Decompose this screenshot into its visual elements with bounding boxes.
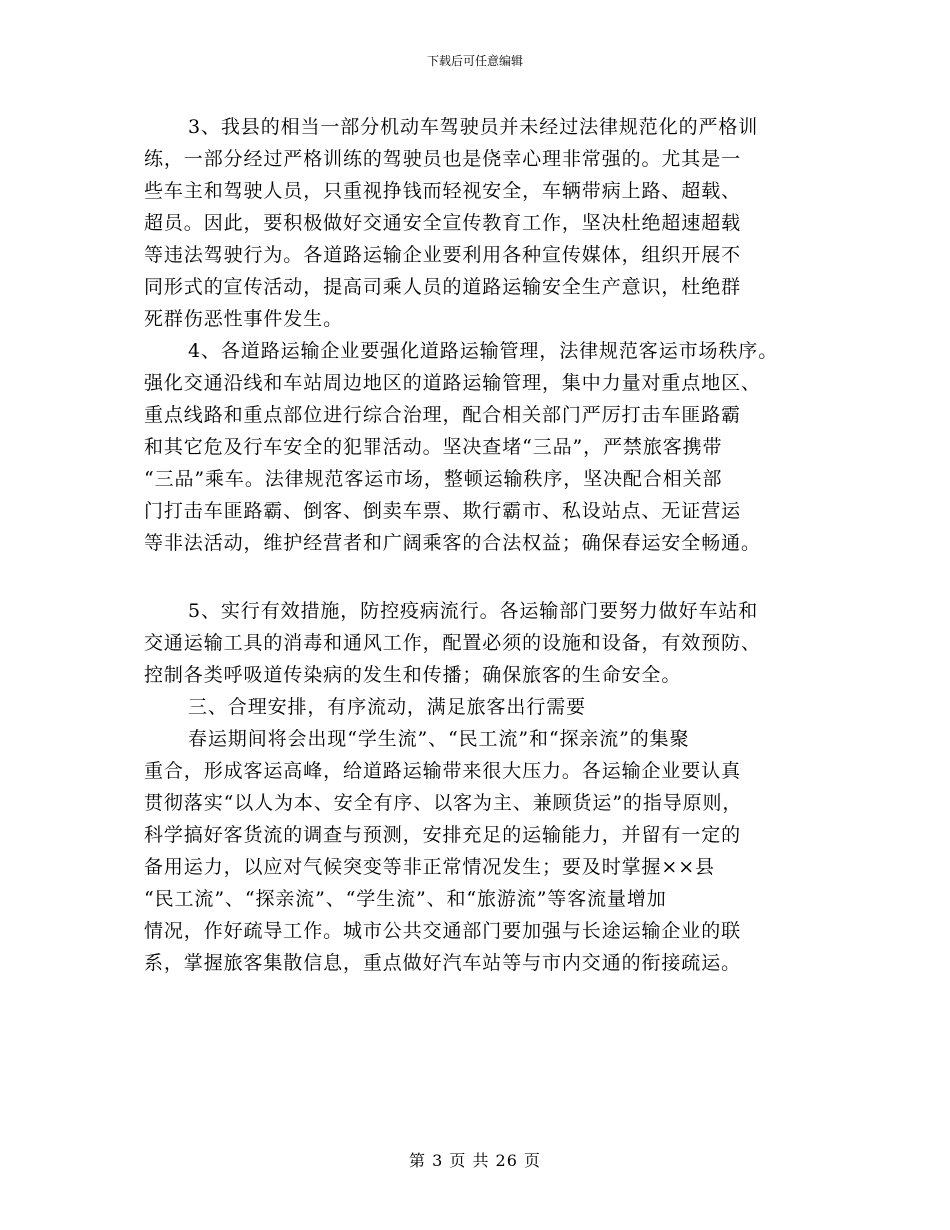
paragraph-line: 贯彻落实“以人为本、安全有序、以客为主、兼顾货运”的指导原则， [144, 792, 743, 814]
paragraph-line: 科学搞好客货流的调查与预测，安排充足的运输能力，并留有一定的 [144, 824, 742, 846]
paragraph-line: 4、各道路运输企业要强化道路运输管理，法律规范客运市场秩序。 [188, 340, 779, 362]
paragraph-line: 些车主和驾驶人员，只重视挣钱而轻视安全，车辆带病上路、超载、 [144, 180, 742, 202]
paragraph-line: “三品”乘车。法律规范客运市场，整顿运输秩序，坚决配合相关部 [144, 468, 723, 490]
paragraph-line: 等非法活动，维护经营者和广阔乘客的合法权益；确保春运安全畅通。 [144, 532, 761, 554]
paragraph-line: 和其它危及行车安全的犯罪活动。坚决查堵“三品”，严禁旅客携带 [144, 436, 723, 458]
paragraph-line: 春运期间将会出现“学生流”、“民工流”和“探亲流”的集聚 [188, 728, 690, 750]
paragraph-line: 门打击车匪路霸、倒客、倒卖车票、欺行霸市、私设站点、无证营运 [144, 500, 742, 522]
paragraph-line: 5、实行有效措施，防控疫病流行。各运输部门要努力做好车站和 [188, 600, 759, 622]
paragraph-line: 强化交通沿线和车站周边地区的道路运输管理，集中力量对重点地区、 [144, 372, 761, 394]
paragraph-line: 等违法驾驶行为。各道路运输企业要利用各种宣传媒体，组织开展不 [144, 244, 742, 266]
paragraph-line: 同形式的宣传活动，提高司乘人员的道路运输安全生产意识，杜绝群 [144, 276, 742, 298]
paragraph-line: 控制各类呼吸道传染病的发生和传播；确保旅客的生命安全。 [144, 664, 682, 686]
paragraph-spacer [144, 559, 824, 595]
page-header: 下载后可任意编辑 [426, 54, 523, 68]
paragraph-line: “民工流”、“探亲流”、“学生流”、和“旅游流”等客流量增加 [144, 888, 667, 910]
paragraph-line: 重合，形成客运高峰，给道路运输带来很大压力。各运输企业要认真 [144, 760, 742, 782]
paragraph-line: 备用运力，以应对气候突变等非正常情况发生；要及时掌握××县 [144, 856, 715, 878]
paragraph-line: 系，掌握旅客集散信息，重点做好汽车站等与市内交通的衔接疏运。 [144, 952, 742, 974]
paragraph-line: 重点线路和重点部位进行综合治理，配合相关部门严厉打击车匪路霸 [144, 404, 742, 426]
document-body [144, 111, 824, 979]
paragraph-line: 情况，作好疏导工作。城市公共交通部门要加强与长途运输企业的联 [144, 920, 742, 942]
paragraph-line: 交通运输工具的消毒和通风工作，配置必须的设施和设备，有效预防、 [144, 632, 761, 654]
paragraph-line: 练，一部分经过严格训练的驾驶员也是侥幸心理非常强的。尤其是一 [144, 148, 742, 170]
page-number: 第 3 页 共 26 页 [409, 1151, 541, 1170]
paragraph-line: 超员。因此，要积极做好交通安全宣传教育工作，坚决杜绝超速超载 [144, 212, 742, 234]
paragraph-line: 3、我县的相当一部分机动车驾驶员并未经过法律规范化的严格训 [188, 116, 759, 138]
section-heading: 三、合理安排，有序流动，满足旅客出行需要 [188, 696, 587, 718]
paragraph-line: 死群伤恶性事件发生。 [144, 308, 344, 330]
